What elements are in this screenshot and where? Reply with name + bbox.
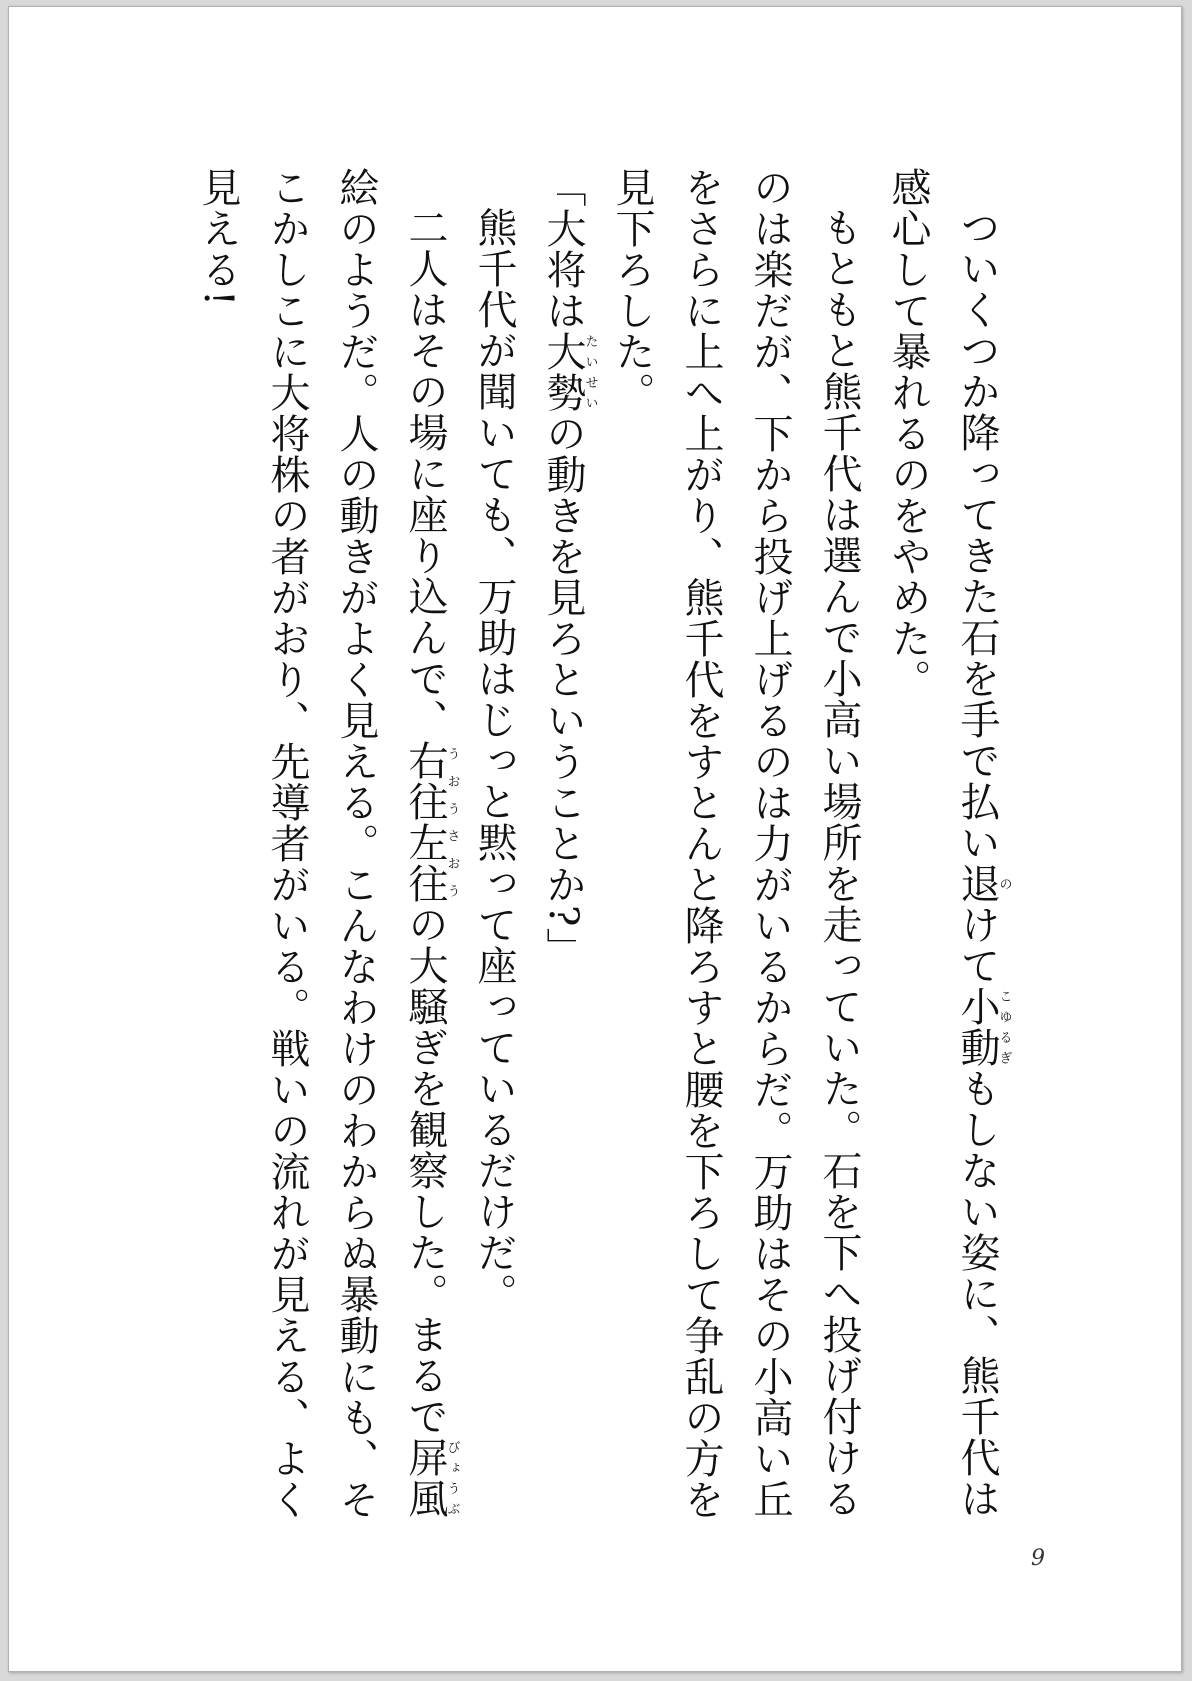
ruby-annotation	[540, 331, 598, 413]
ruby-base: 退	[954, 863, 1000, 904]
ruby-reading: びょうぶ	[444, 1437, 460, 1519]
text-run: ついくつか降ってきた石を手で払い	[954, 207, 1000, 863]
vertical-text-body	[183, 167, 1011, 1547]
ruby-annotation	[954, 986, 1012, 1068]
text-run: 絵のようだ。人の動きがよく見える。こんなわけのわからぬ暴動にも、そこかしこに大将株の者がおり、先導者がいる。戦いの流れが見える、よく見える!	[195, 167, 379, 1520]
text-run: 二人はその場に座り込んで、	[402, 207, 448, 740]
text-run: けて	[954, 904, 1000, 986]
page-number: 9	[1031, 1546, 1045, 1571]
ruby-reading: の	[996, 863, 1012, 904]
paragraph	[459, 167, 528, 1547]
ruby-reading: うおうさおう	[444, 740, 460, 904]
text-run: の動きを見ろということか?」	[540, 413, 586, 969]
book-page	[8, 6, 1182, 1672]
ruby-base: 大勢	[540, 331, 586, 413]
ruby-reading: たいせい	[582, 331, 598, 413]
paragraph	[183, 167, 459, 1547]
ruby-base: 小動	[954, 986, 1000, 1068]
text-run: もしない姿に、熊千代は感心して暴れるのをやめた。	[885, 167, 1000, 1519]
ruby-annotation	[402, 1437, 460, 1519]
paragraph	[873, 167, 1011, 1547]
ruby-base: 屏風	[402, 1437, 448, 1519]
paragraph	[597, 167, 873, 1547]
ruby-base: 右往左往	[402, 740, 448, 904]
text-run: もともと熊千代は選んで小高い場所を走っていた。石を下へ投げ付けるのは楽だが、下から投げ上げるのは力がいるからだ。万助はその小高い丘をさらに上へ上がり、熊千代をすとんと降ろすと腰を下ろして争乱の方を見下ろした。	[609, 167, 862, 1520]
text-run: 熊千代が聞いても、万助はじっと黙って座っているだけだ。	[471, 207, 517, 1314]
ruby-reading: こゆるぎ	[996, 986, 1012, 1068]
text-run: の大騒ぎを観察した。まるで	[402, 904, 448, 1437]
ruby-annotation	[954, 863, 1012, 904]
text-run: 「大将は	[540, 167, 586, 331]
paragraph	[528, 167, 597, 1547]
ruby-annotation	[402, 740, 460, 904]
